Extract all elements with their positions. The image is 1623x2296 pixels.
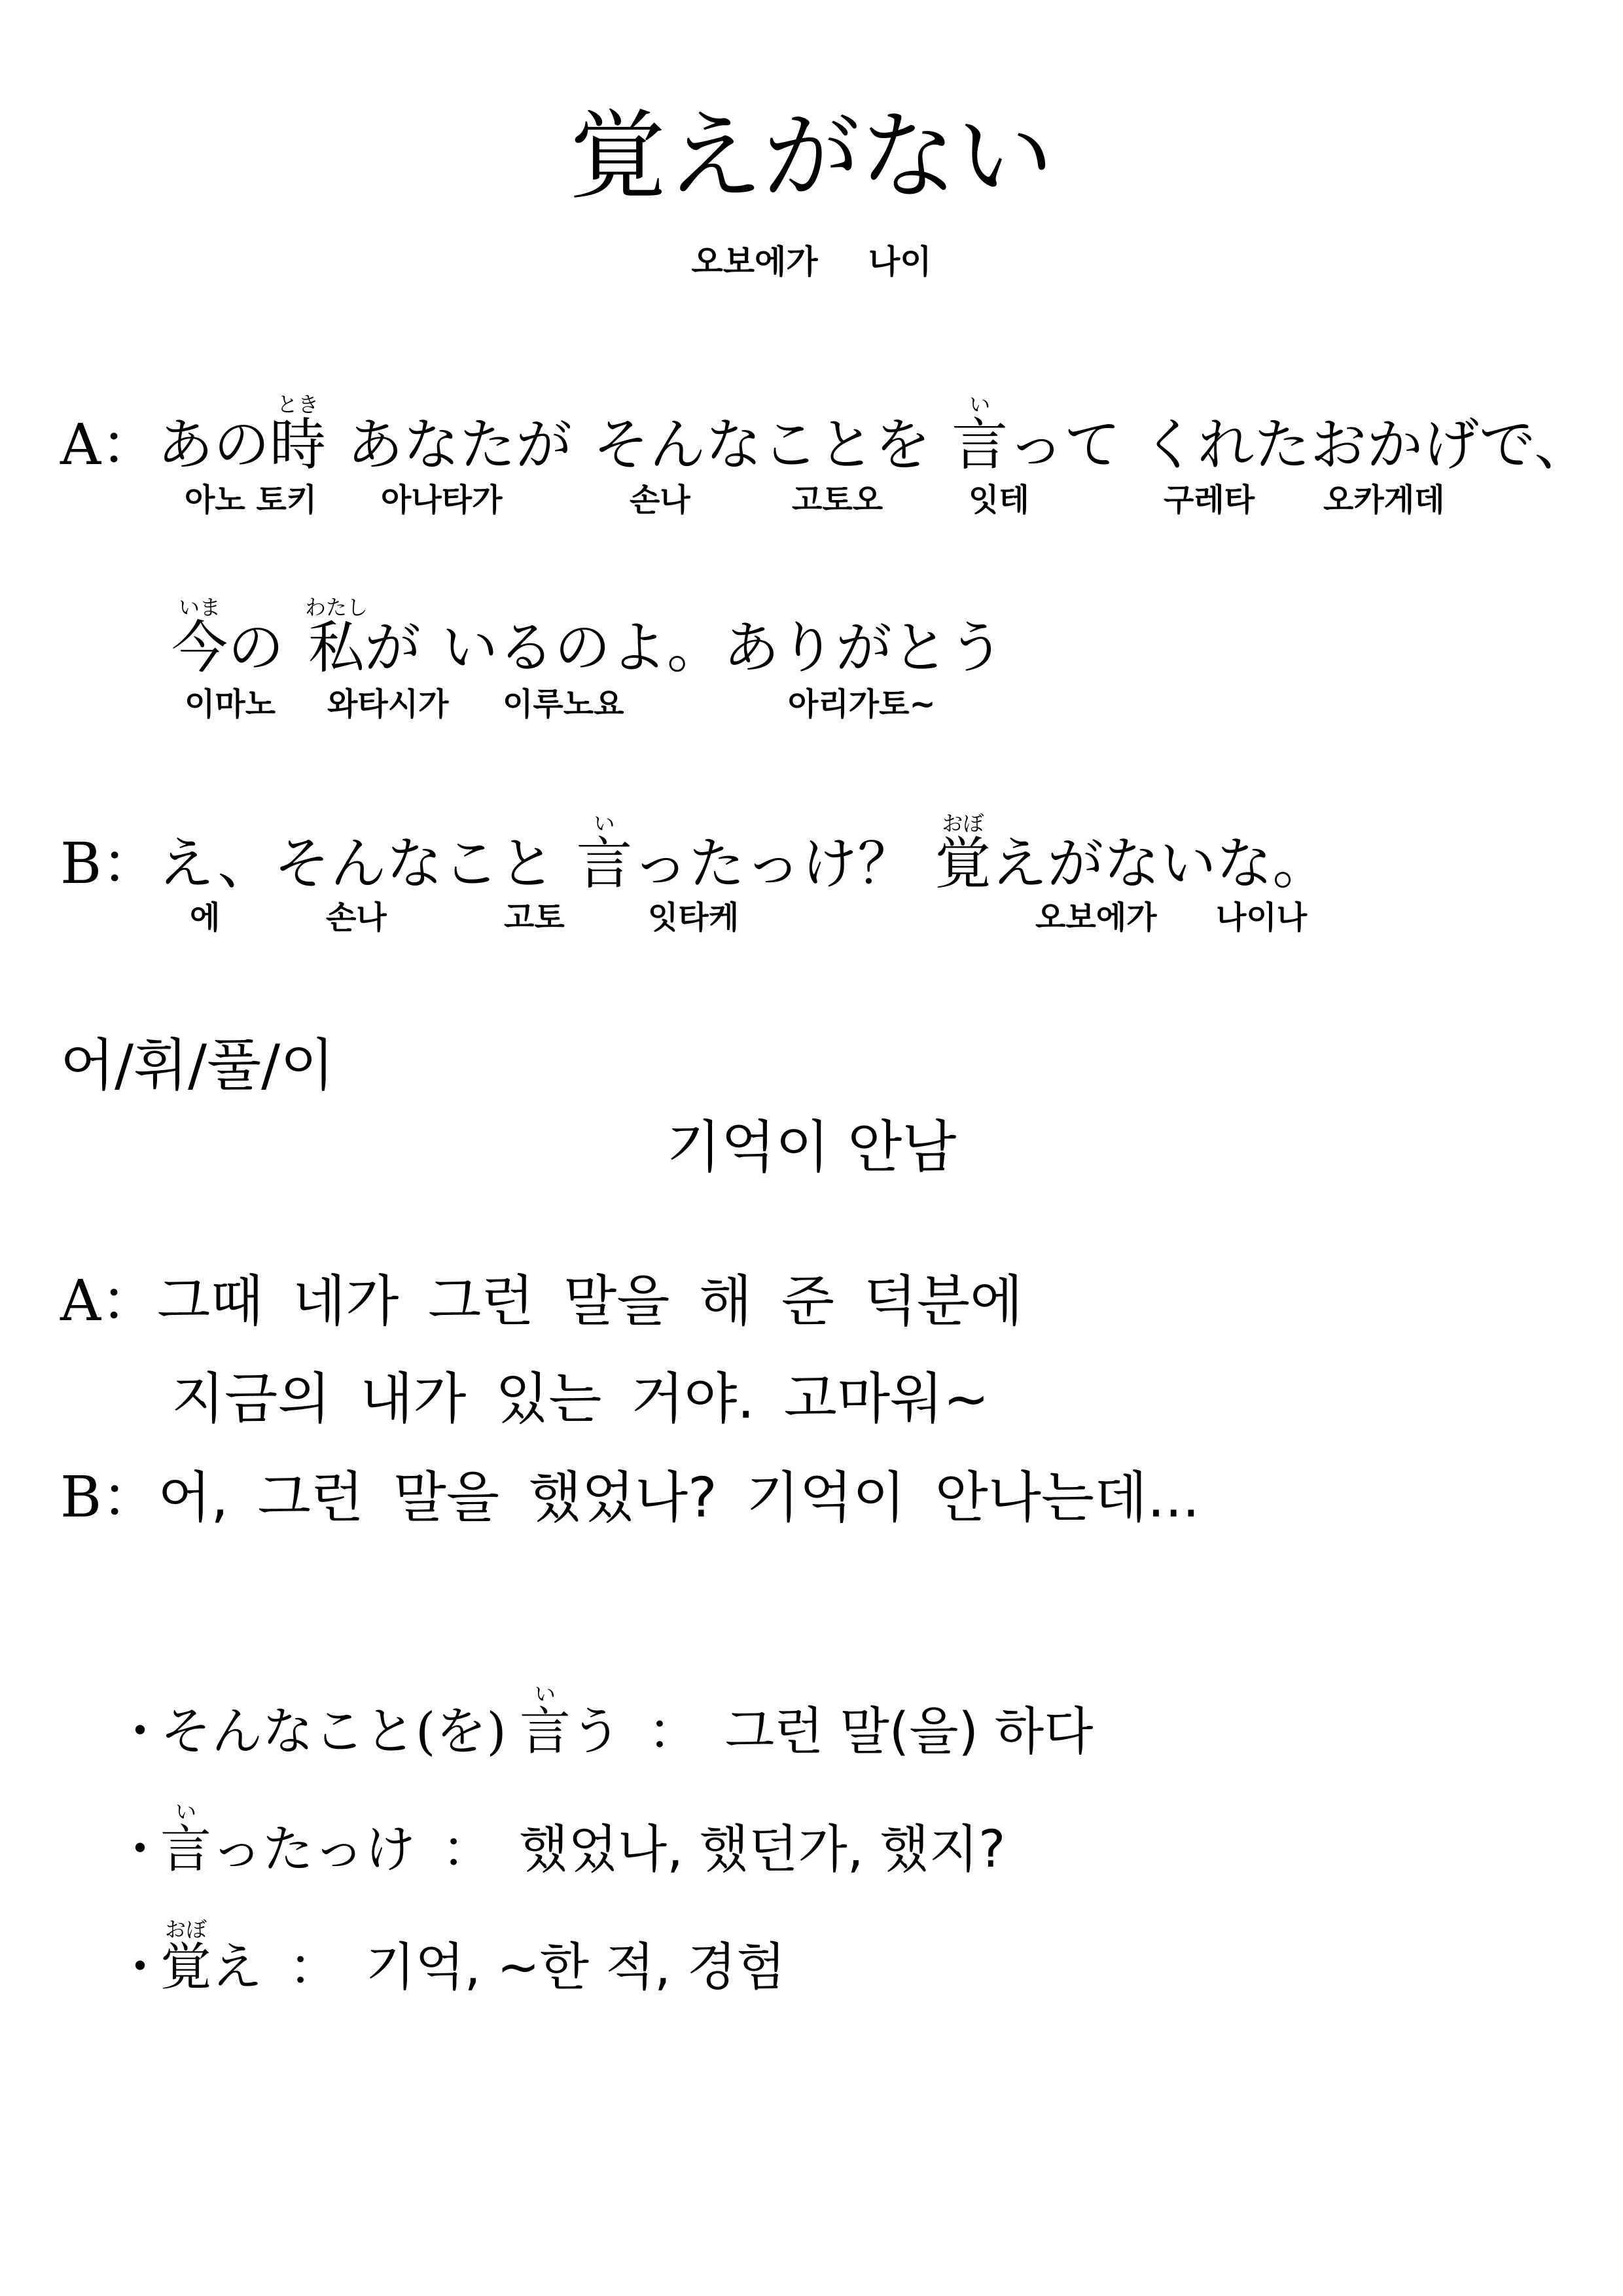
ruby-ima: 今いま: [171, 595, 228, 681]
ruby-watashi: 私わたし: [305, 595, 368, 681]
ruby-obo: 覚おぼ: [935, 811, 991, 897]
speaker-a-label: A：: [60, 412, 158, 478]
vocab-heading: 어/휘/풀/이: [60, 1033, 335, 1098]
dialogue-a-line1: A：あの時ときあなたが そんなことを 言いって くれたおかげで、: [60, 392, 1591, 478]
translation-b-line: B：어, 그런 말을 했었나? 기억이 안나는데...: [60, 1465, 1200, 1530]
meaning-text: 기억이 안남: [666, 1115, 957, 1180]
ruby-i-2: 言い: [576, 811, 633, 897]
translation-a-line2: 지금의 내가 있는 거야. 고마워~: [171, 1367, 990, 1431]
vocab-item-1: ・そんなこと(を) 言いう ： 그런 말(을) 하다: [115, 1681, 1094, 1761]
dialogue-a-line2: 今いまの 私わたしが いるのよ。ありがとう: [171, 595, 1005, 681]
vocab-item-2: ・言いったっけ ： 했었나, 했던가, 했지?: [115, 1799, 1006, 1879]
page-title: 覚えがない: [569, 100, 1054, 213]
dialogue-b-line: B：え、そんなこと 言いったっけ？ 覚おぼえがないな。: [60, 811, 1329, 897]
translation-a-line1: A：그때 네가 그런 말을 해 준 덕분에: [60, 1268, 1024, 1334]
speaker-b-label: B：: [60, 831, 158, 897]
ruby-toki: 時とき: [270, 392, 327, 478]
ruby-i: 言い: [952, 392, 1008, 478]
title-reading: 오보에가 나이: [691, 243, 932, 281]
vocab-item-3: ・覚おぼえ ： 기억, ~한 적, 경험: [115, 1917, 786, 1997]
